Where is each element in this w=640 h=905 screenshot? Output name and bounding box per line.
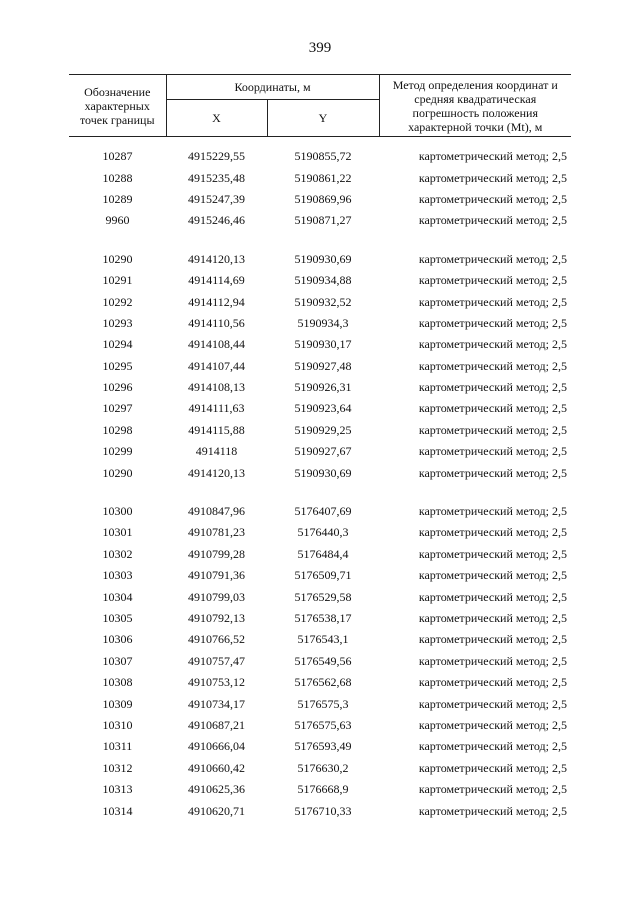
cell-y: 5176543,1 (297, 632, 349, 647)
cell-method: картометрический метод; 2,5 (418, 589, 567, 604)
table-row (69, 608, 571, 629)
group-separator (69, 137, 571, 147)
cell-y: 5190923,64 (294, 401, 352, 416)
cell-x: 4914108,13 (188, 380, 245, 395)
cell-method: картометрический метод; 2,5 (418, 401, 567, 416)
cell-x: 4914118 (195, 444, 238, 459)
cell-x: 4914112,94 (188, 294, 245, 309)
cell-point: 10290 (102, 465, 133, 480)
cell-y: 5190926,31 (294, 380, 352, 395)
cell-point: 10295 (102, 358, 133, 373)
cell-y: 5190929,25 (294, 422, 352, 437)
cell-point: 10304 (102, 589, 133, 604)
cell-method: картометрический метод; 2,5 (418, 191, 567, 206)
cell-method: картометрический метод; 2,5 (418, 149, 567, 164)
cell-y: 5176575,63 (294, 717, 352, 732)
cell-point: 10305 (102, 611, 133, 625)
cell-x: 4910766,52 (188, 632, 245, 647)
cell-x: 4915247,39 (188, 191, 245, 206)
cell-point: 10292 (102, 294, 133, 309)
cell-x: 4914115,88 (188, 422, 245, 437)
cell-x: 4915235,48 (188, 170, 245, 185)
cell-x: 4914120,13 (188, 465, 245, 480)
table-row (69, 377, 571, 398)
table-row (69, 249, 571, 270)
cell-y: 5190869,96 (294, 191, 352, 206)
cell-x: 4910687,21 (188, 717, 245, 732)
table-row (69, 544, 571, 565)
cell-method: картометрический метод; 2,5 (418, 422, 567, 437)
cell-method: картометрический метод; 2,5 (418, 568, 567, 583)
cell-x: 4910799,28 (188, 546, 245, 561)
cell-y: 5190930,69 (294, 465, 352, 480)
cell-point: 9960 (105, 213, 130, 228)
cell-x: 4910757,47 (188, 653, 245, 668)
header-coordinates: Координаты, м (166, 75, 379, 100)
cell-point: 10288 (102, 170, 133, 185)
coordinates-table (69, 74, 571, 822)
table-row (69, 651, 571, 672)
cell-point: 10303 (102, 568, 133, 583)
cell-method: картометрический метод; 2,5 (418, 546, 567, 561)
cell-point: 10308 (102, 675, 133, 690)
cell-method: картометрический метод; 2,5 (418, 782, 567, 797)
cell-point: 10293 (102, 315, 133, 330)
cell-method: картометрический метод; 2,5 (418, 213, 567, 228)
separator-cell (69, 137, 571, 147)
table-row (69, 462, 571, 483)
cell-y: 5190932,52 (294, 294, 352, 309)
table-row (69, 291, 571, 312)
table-row (69, 334, 571, 355)
table-row (69, 629, 571, 650)
table-row (69, 800, 571, 821)
cell-x: 4914107,44 (188, 358, 245, 373)
cell-method: картометрический метод; 2,5 (418, 251, 567, 266)
cell-y: 5190861,22 (294, 170, 352, 185)
table-row (69, 501, 571, 522)
cell-x: 4914114,69 (188, 273, 245, 288)
cell-method: картометрический метод; 2,5 (418, 444, 567, 459)
cell-x: 4910666,04 (188, 739, 245, 754)
cell-point: 10291 (102, 273, 133, 288)
table-row (69, 522, 571, 543)
table-row (69, 758, 571, 779)
cell-y: 5176407,69 (294, 504, 352, 519)
group-separator (69, 232, 571, 249)
cell-method: картометрический метод; 2,5 (418, 337, 567, 352)
cell-y: 5176593,49 (294, 739, 352, 754)
table-row (69, 441, 571, 462)
table-body (69, 137, 571, 822)
cell-x: 4914120,13 (188, 251, 245, 266)
header-point-label: Обозначение характерных точек границы (69, 75, 166, 137)
table-row (69, 420, 571, 441)
cell-method: картометрический метод; 2,5 (418, 653, 567, 668)
cell-point: 10300 (102, 504, 133, 519)
cell-x: 4910660,42 (188, 760, 245, 775)
cell-method: картометрический метод; 2,5 (418, 525, 567, 540)
cell-method: картометрический метод; 2,5 (418, 315, 567, 330)
table-row (69, 736, 571, 757)
cell-y: 5176575,3 (297, 696, 349, 711)
table-row (69, 672, 571, 693)
cell-x: 4910753,12 (188, 675, 245, 690)
cell-point: 10312 (102, 760, 133, 775)
cell-y: 5176562,68 (294, 675, 352, 690)
cell-y: 5176509,71 (294, 568, 352, 583)
cell-y: 5176529,58 (294, 589, 352, 604)
cell-method: картометрический метод; 2,5 (418, 465, 567, 480)
cell-method: картометрический метод; 2,5 (418, 760, 567, 775)
cell-x: 4914110,56 (188, 315, 245, 330)
table-row (69, 779, 571, 800)
cell-y: 5176440,3 (297, 525, 349, 540)
cell-y: 5190927,67 (294, 444, 352, 459)
table-header (69, 75, 571, 137)
cell-y: 5176484,4 (297, 546, 349, 561)
cell-x: 4914111,63 (188, 401, 245, 416)
page-number: 399 (308, 40, 332, 56)
cell-point: 10309 (102, 696, 133, 711)
cell-y: 5176630,2 (297, 760, 349, 775)
cell-x: 4914108,44 (188, 337, 245, 352)
cell-point: 10298 (102, 422, 133, 437)
cell-x: 4910847,96 (188, 504, 245, 519)
cell-point: 10302 (102, 546, 133, 561)
cell-method: картометрический метод; 2,5 (418, 170, 567, 185)
cell-x: 4910791,36 (188, 568, 245, 583)
cell-y: 5190855,72 (294, 149, 352, 164)
cell-method: картометрический метод; 2,5 (418, 739, 567, 754)
cell-method: картометрический метод; 2,5 (418, 611, 567, 625)
table-row (69, 313, 571, 334)
cell-y: 5190927,48 (294, 358, 352, 373)
cell-method: картометрический метод; 2,5 (418, 632, 567, 647)
cell-method: картометрический метод; 2,5 (418, 696, 567, 711)
cell-point: 10287 (102, 149, 133, 164)
cell-point: 10311 (102, 739, 133, 754)
cell-point: 10289 (102, 191, 133, 206)
table-row (69, 715, 571, 736)
cell-y: 5190934,3 (297, 315, 349, 330)
cell-method: картометрический метод; 2,5 (418, 675, 567, 690)
cell-point: 10297 (102, 401, 133, 416)
cell-x: 4910792,13 (188, 611, 245, 625)
cell-y: 5190934,88 (294, 273, 352, 288)
cell-y: 5190930,69 (294, 251, 352, 266)
separator-cell (69, 484, 571, 501)
table-row (69, 167, 571, 188)
cell-y: 5176538,17 (294, 611, 352, 625)
table-row (69, 398, 571, 419)
table-row (69, 586, 571, 607)
table-row (69, 565, 571, 586)
cell-point: 10301 (102, 525, 133, 540)
cell-x: 4910620,71 (188, 803, 245, 818)
cell-point: 10313 (102, 782, 133, 797)
cell-point: 10294 (102, 337, 133, 352)
table-row (69, 693, 571, 714)
cell-point: 10310 (102, 717, 133, 732)
cell-y: 5190871,27 (294, 213, 352, 228)
group-separator (69, 484, 571, 501)
header-y: Y (267, 100, 379, 137)
table-row (69, 270, 571, 291)
cell-point: 10299 (102, 444, 133, 459)
cell-method: картометрический метод; 2,5 (418, 273, 567, 288)
table-row (69, 210, 571, 231)
separator-cell (69, 232, 571, 249)
cell-y: 5190930,17 (294, 337, 352, 352)
cell-x: 4915246,46 (188, 213, 245, 228)
cell-point: 10307 (102, 653, 133, 668)
cell-y: 5176710,33 (294, 803, 352, 818)
table-row (69, 146, 571, 167)
cell-y: 5176668,9 (297, 782, 349, 797)
table-row (69, 189, 571, 210)
cell-method: картометрический метод; 2,5 (418, 717, 567, 732)
cell-x: 4910734,17 (188, 696, 245, 711)
cell-method: картометрический метод; 2,5 (418, 504, 567, 519)
cell-x: 4915229,55 (188, 149, 245, 164)
cell-x: 4910799,03 (188, 589, 245, 604)
header-method: Метод определения координат и средняя квадратическая погрешность положения характерной точки (Mt), м (379, 75, 571, 137)
cell-point: 10290 (102, 251, 133, 266)
cell-x: 4910781,23 (188, 525, 245, 540)
cell-method: картометрический метод; 2,5 (418, 803, 567, 818)
cell-point: 10306 (102, 632, 133, 647)
cell-method: картометрический метод; 2,5 (418, 358, 567, 373)
cell-method: картометрический метод; 2,5 (418, 380, 567, 395)
cell-method: картометрический метод; 2,5 (418, 294, 567, 309)
header-x: X (166, 100, 267, 137)
table-row (69, 356, 571, 377)
cell-y: 5176549,56 (294, 653, 352, 668)
cell-x: 4910625,36 (188, 782, 245, 797)
cell-point: 10296 (102, 380, 133, 395)
cell-point: 10314 (102, 803, 133, 818)
